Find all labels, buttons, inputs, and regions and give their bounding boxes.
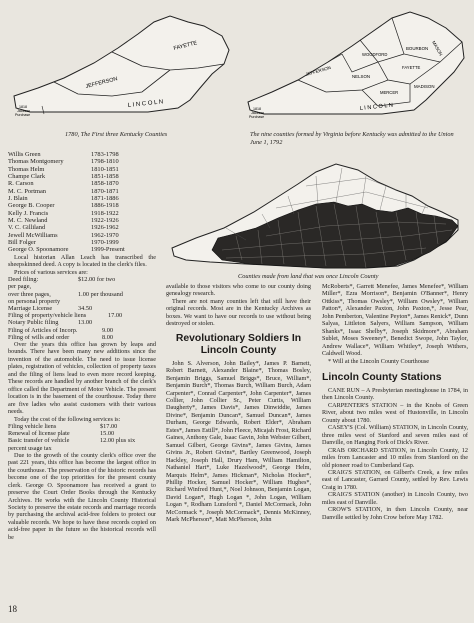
paragraph-kentucky-archives: There are not many counties left that still have their original records. Most are in the Kentucky Archives as boxes. We want to have our records to use without being destroyed or stolen.	[166, 297, 311, 328]
list-item: CROW'S STATION, in then Lincoln County, near Danville settled by John Crow before May 1782.	[322, 506, 468, 521]
list-item: CRAB ORCHARD STATION, in Lincoln County, 12 miles from Lancaster and 10 miles from Stanford on the old pioneer road to Cumberland Gap.	[322, 446, 468, 469]
label-jefferson: JEFFERSON	[85, 76, 119, 90]
list-item: Deed filing: $12.00 for two	[8, 276, 116, 284]
list-item: Marriage License 34.50	[8, 304, 93, 312]
fees-list	[8, 276, 156, 341]
label-mason: MASON	[431, 40, 444, 57]
table-row: V. C. Gilliland 1926-1962	[8, 224, 119, 232]
column-2	[166, 283, 311, 524]
table-row: George O. Spoonamore 1999-Present	[8, 246, 125, 254]
table-row: J. Blain 1871-1886	[8, 195, 119, 203]
list-item: Filing vehicle liens $17.00	[8, 422, 118, 430]
column-3	[322, 283, 468, 521]
list-item: Filing of wills and order 8.00	[8, 333, 114, 341]
list-item: on personal property	[8, 297, 61, 305]
heading-revolutionary-soldiers: Revolutionary Soldiers In Lincoln County	[175, 332, 302, 356]
label-fayette: FAYETTE	[173, 40, 198, 52]
label-jefferson: JEFFERSON	[304, 64, 332, 77]
column-1	[8, 151, 156, 541]
paragraph-soldiers-continued: McRoberts*, Garrett Menefee, James Menefee*, William Miller*, Ezra Morrison*, Benjamin O'Banner*, Henry Ottkiss*, Thomas Owsley*, William Owsley*, William Patton*, Alexander Paxton, John Paxton,*, Jesse Pear, John Pemberton, Valentine Peyton*, James Renick*, Dunn Salyas, Littleton Salyers, William Sampson, William Shanks*, Isaac Shelby*, Joseph Skidmore*, Abraham Sublet, Moses Sweeney*, Benedict Swope, John Taylor, Andrew Wallace*, William Whitley*, Joseph Withers, Caldwell Wood.	[322, 283, 468, 358]
map-first-three-counties	[8, 8, 232, 126]
label-jackson-purchase: 1818 Jackson Purchase	[249, 107, 265, 119]
label-nelson: NELSON	[352, 74, 371, 79]
label-bourbon: BOURBON	[406, 46, 429, 51]
costs-list	[8, 423, 156, 452]
map-nine-counties	[242, 6, 468, 128]
label-madison: MADISON	[414, 84, 435, 89]
map3-caption: Counties made from land that was once Lincoln County	[238, 273, 379, 280]
map1-caption: 1780, The First three Kentucky Counties	[65, 131, 168, 138]
map-lincoln-derived-counties	[166, 156, 466, 274]
table-row: Thomas Montgomery 1798-1810	[8, 158, 119, 166]
list-item: over three pages, 1.00 per thousand	[8, 290, 123, 298]
table-row: M. C. Portman 1870-1871	[8, 187, 119, 195]
table-row: Bill Folger 1970-1999	[8, 239, 119, 247]
table-row: M. C. Newland 1922-1926	[8, 217, 119, 225]
kentucky-outline	[14, 16, 229, 112]
label-lincoln: L I N C O L N	[359, 102, 394, 112]
table-row: Jewell McWilliams 1962-1970	[8, 231, 119, 239]
table-row: Thomas Helm 1810-1851	[8, 165, 119, 173]
page-number: 18	[8, 604, 17, 614]
list-item: Basic transfer of vehicle 12.00 plus six	[8, 437, 136, 445]
heading-lincoln-county-stations: Lincoln County Stations	[322, 371, 442, 383]
list-item: CARPENTER'S STATION – in the Knobs of Green River, about two miles west of Hustonville, in Lincoln County about 1780.	[322, 401, 468, 424]
list-item: Notary Public filing 13.00	[8, 319, 93, 327]
table-row: Willis Green 1783-1798	[8, 151, 119, 158]
label-fayette: FAYETTE	[402, 65, 421, 70]
paragraph-office-growth: Over the years this office has grown by leaps and bounds. There have been many new additions since the invention of the automobile. The need to issue license plates, registration of vehicles, collection of property taxes and the filing of liens lead to even more record keeping. These records are handled by another branch of the clerk's office called the Department of Motor Vehicle. The present location is in the basement of the courthouse. Today there are five ladies who assist customers with their various needs.	[8, 341, 156, 416]
table-row: R. Carson 1858-1870	[8, 180, 119, 188]
county-clerks-table	[8, 151, 156, 254]
paragraph-preservation: Due to the growth of the county clerk's office over the past 221 years, this office has become the largest office in the courthouse. The preservation of the historic records has become one of the top priorities for the present county clerk. George O. Spoonamore has received a grant to preserve the Court Order Books through the Kentucky Archives. He works with the Lincoln County Historical Society to preserve the estate records and marriage records by purchasing the archival acid-free folders to protect our valuable records. We hope to have these records copied on acid-free paper in the future so the historical records will be	[8, 451, 156, 541]
label-woodford: WOODFORD	[362, 52, 388, 57]
kentucky-outline	[248, 12, 464, 114]
label-lincoln: L I N C O L N	[127, 99, 164, 109]
paragraph-soldiers-list: John S. Alverson, John Bailey*, James P. Barnett, Robert Barnett, Alexander Blaine*, Thomas Bosley, Benjamin Briggs, Samuel Briggs*, Bruce, William*, Benjamin Burch*, Thomas Burch, William Burch, Adam Carpenter*, Conrad Carpenter*, John Carpenter*, James Collier, John Collier Sr., Peter Curtis, William Daugherty*, James Davis*, James Dinwiddie, James Divine*, Benjamin Duncan*, Samuel Duncan*, James Durham, George Edwards, Robert Elder*, Abraham Estes*, James Estill*, John Fleece, Micajah Frost, Richard Gaines, Anthony Gale, Isaac Gavin, John Webster Gilbert, Samuel Gilbert, George Givins*, James Givins, James Givins Jr., Robert Givins*, Bartley Greenwood, Joseph Hackley, Joseph Hall, Drury Ham, William Hamilton, Nathaniel Hart*, Luke Hazelwood*, George Helm, Marquis Helm*, James Hickman*, Nicholas Hocker*, Phillip Hocker, Samuel Hocker*, William Hughes*, Richard Winfred Hunt,*, Noel Johnson, Benjamin Logan, David Logan*, Hugh Logan *, John Logan, William Logan *, Rodham Lunsford *, Daniel McCormack, John McCormack *, Joseph McCormack*, Dennis McKinney, Mark McPherson*, Matt McPherson, John	[166, 359, 311, 524]
list-item: CANE RUN – A Presbyterian meetinghouse in 1784, in then Lincoln County.	[322, 386, 468, 402]
table-row: Champe Clark 1851-1858	[8, 173, 119, 181]
paragraph-continued: available to those visitors who come to our county doing genealogy research.	[166, 283, 311, 298]
list-item: Filing of Articles of Incorp. 9.00	[8, 326, 114, 334]
map2-caption: The nine counties formed by Virginia before Kentucky was admitted to the Union June 1, 1792	[250, 131, 454, 146]
list-item: per page,	[8, 283, 32, 291]
fees-intro: Prices of various services are:	[14, 268, 88, 276]
label-mercer: MERCER	[380, 90, 399, 95]
table-row: Kelly J. Francis 1918-1922	[8, 209, 119, 217]
list-item: percent usage tax	[8, 444, 52, 452]
label-jackson-purchase: 1818 Jackson Purchase	[15, 105, 31, 117]
list-item: Filing of property/vehicle liens 17.00	[8, 312, 123, 320]
list-item: CRAIG'S STATION (another) in Lincoln County, two miles east of Danville.	[322, 491, 468, 506]
cost-intro: Today the cost of the following services is:	[14, 415, 121, 423]
list-item: Renewal of license plate 15.00	[8, 430, 115, 438]
list-item: CASEY'S (Col. William) STATION, in Lincoln County, three miles west of Stanford and seven miles east of Danville, on Hanging Fork of Dick's River.	[322, 424, 468, 447]
footnote: * Will at the Lincoln County Courthouse	[328, 357, 430, 365]
table-row: George B. Cooper 1886-1918	[8, 202, 119, 210]
paragraph-historian: Local historian Allan Leach has transcribed the sheepskinned deed. A copy is located in the clerk's files.	[8, 253, 156, 269]
list-item: CRAIG'S STATION, on Gilbert's Creek, a few miles east of Lancaster, Garrard County, settled by Rev. Lewis Craig in 1780.	[322, 468, 468, 491]
